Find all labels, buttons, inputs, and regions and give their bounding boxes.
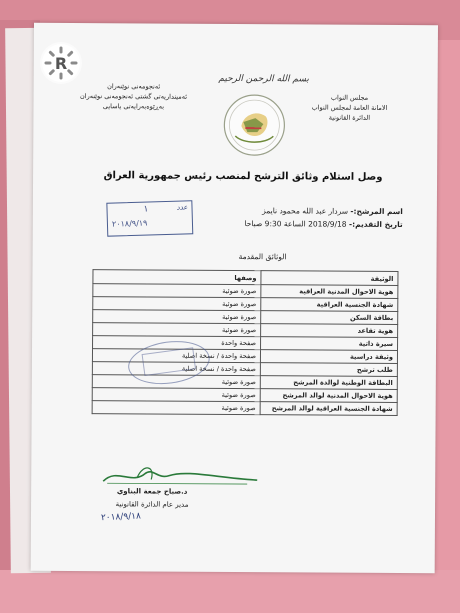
submission-date-row: [183, 217, 403, 231]
document-cell: هوية تقاعد: [261, 324, 398, 338]
document-sheet: [31, 23, 438, 573]
header-right-line: الامانة العامة لمجلس النواب: [311, 103, 388, 112]
header-left-line: ئەنجومەنی نوێنەران: [107, 82, 161, 91]
description-cell: صورة ضوئية: [93, 297, 261, 311]
header-left-line: ئەمینداریەتی گشتی ئەنجومەنی نوێنەران: [80, 92, 188, 101]
description-cell: صفحة واحدة: [93, 336, 261, 350]
description-cell: صورة ضوئية: [92, 375, 260, 389]
document-cell: سيرة ذاتية: [261, 337, 398, 351]
document-cell: هوية الاحوال المدنية العراقية: [261, 285, 398, 299]
logo-letter: R: [54, 53, 68, 73]
candidate-name-row: [183, 204, 403, 218]
signatory-name: د.صباح جمعة البناوي: [116, 487, 188, 496]
description-cell: صورة ضوئية: [93, 284, 261, 298]
candidate-name-label: اسم المرشح:-: [350, 206, 403, 217]
header-right-line: الدائرة القانونية: [328, 113, 371, 122]
document-cell: شهادة الجنسية العراقية: [261, 298, 398, 312]
signature-date: ٢٠١٨/٩/١٨: [100, 511, 142, 524]
header-left-line: بەڕێوەبەرایەتی یاسایی: [102, 102, 165, 111]
document-cell: هوية الاحوال المدنية لوالد المرشح: [260, 389, 397, 403]
document-cell: بطاقة السكن: [261, 311, 398, 325]
document-title: وصل استلام وثائق الترشح لمنصب رئيس جمهورية العراق: [103, 170, 383, 183]
header-right-line: مجلس النواب: [330, 93, 369, 102]
description-cell: صورة ضوئية: [93, 310, 261, 324]
description-cell: صورة ضوئية: [93, 323, 261, 337]
registry-stamp: [106, 200, 193, 236]
submission-date-label: تاريخ التقديم:-: [348, 219, 403, 230]
submission-date-value: 2018/9/18 الساعة 9:30 صباحا: [244, 219, 347, 229]
basmala: بسم الله الرحمن الرحيم: [218, 73, 309, 85]
description-cell: صورة ضوئية: [92, 401, 260, 415]
document-cell: طلب ترشح: [260, 363, 397, 377]
header-description: وصفها: [93, 270, 261, 285]
registry-stamp-date: ٢٠١٨/٩/١٩: [111, 218, 148, 229]
document-cell: البطاقة الوطنية لوالدة المرشح: [260, 376, 397, 390]
description-cell: صفحة واحدة / نسخة اصلية: [92, 362, 260, 376]
description-cell: صورة ضوئية: [92, 388, 260, 402]
candidate-name-value: سردار عبد الله محمود نايمز: [262, 206, 349, 216]
header-left: [73, 81, 193, 112]
header-right: [289, 92, 409, 123]
candidate-info: [183, 204, 403, 231]
document-cell: شهادة الجنسية العراقية لوالد المرشح: [260, 402, 397, 416]
document-cell: وثيقة دراسية: [260, 350, 397, 364]
registry-stamp-label: عدد: [176, 203, 188, 212]
seal-inner-frame: [142, 347, 196, 376]
description-cell: صفحة واحدة / نسخة اصلية: [92, 349, 260, 363]
background-bottom: [0, 570, 460, 613]
table-row: [92, 401, 397, 416]
documents-table: [92, 269, 399, 416]
signature-block: [97, 485, 207, 512]
parliament-emblem-icon: [221, 92, 287, 158]
header-document: الوثيقة: [261, 271, 398, 286]
section-title: الوثائق المقدمة: [238, 252, 287, 262]
signatory-title: مدير عام الدائرة القانونية: [115, 500, 189, 509]
rudaw-logo-icon: [42, 44, 80, 82]
registry-stamp-number: ١: [143, 204, 149, 215]
